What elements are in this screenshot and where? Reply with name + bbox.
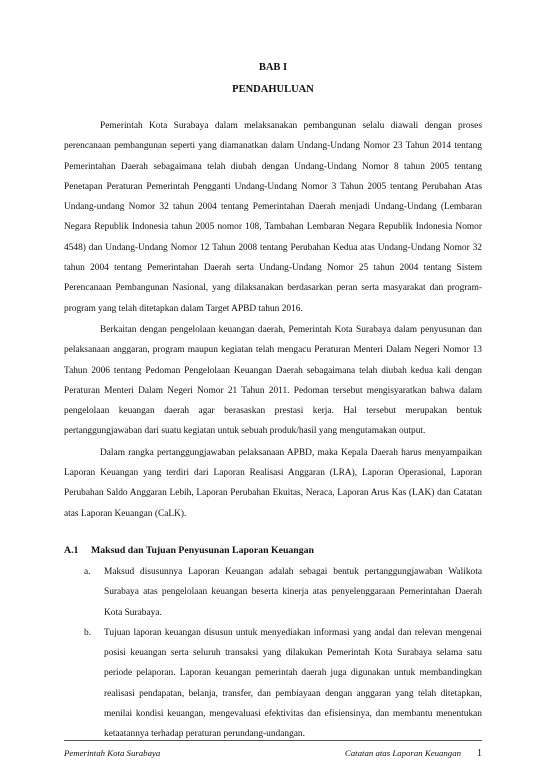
list-item [64,623,482,745]
footer-right [345,748,482,759]
section-title: Maksud dan Tujuan Penyusunan Laporan Keuangan [91,544,314,556]
chapter-title: PENDAHULUAN [232,84,314,95]
list-item-text: Maksud disusunnya Laporan Keuangan adalah sebagai bentuk pertanggungjawaban Walikota Surabaya atas pengelolaan keuangan beserta kinerja atas penyelenggaraan Pemerintahan Daerah Kota Surabaya. [104,566,482,618]
chapter-label: BAB I [258,62,288,73]
paragraph-2: Berkaitan dengan pengelolaan keuangan daerah, Pemerintah Kota Surabaya dalam penyusunan dan pelaksanaan anggaran, program maupun kegiatan telah mengacu Peraturan Menteri Dalam Negeri Nomor 13 Tahun 2006 tentang Pedoman Pengelolaan Keuangan Daerah sebagaimana telah diubah kedua kali dengan Peraturan Menteri Dalam Negeri Nomor 21 Tahun 2011. Pedoman tersebut mengisyaratkan bahwa dalam pengelolaan keuangan daerah agar berasaskan prestasi kerja. Hal tersebut merupakan bentuk pertanggungjawaban dari suatu kegiatan untuk sebuah produk/hasil yang mengutamakan output. [64,324,482,437]
section-list [64,562,482,745]
section-heading [64,544,482,558]
list-item [64,562,482,623]
paragraph-3: Dalam rangka pertanggungjawaban pelaksanaan APBD, maka Kepala Daerah harus menyampaikan Laporan Keuangan yang terdiri dari Laporan Realisasi Anggaran (LRA), Laporan Operasional, Laporan Perubahan Saldo Anggaran Lebih, Laporan Perubahan Ekuitas, Neraca, Laporan Arus Kas (LAK) dan Catatan atas Laporan Keuangan (CaLK). [64,447,482,519]
footer-divider [64,740,482,741]
list-item-text: Tujuan laporan keuangan disusun untuk menyediakan informasi yang andal dan relevan mengenai posisi keuangan serta seluruh transaksi yang dilakukan Pemerintah Kota Surabaya selama satu periode pelaporan. Laporan keuangan pemerintah daerah juga digunakan untuk membandingkan realisasi pendapatan, belanja, transfer, dan pembiayaan dengan anggaran yang telah ditetapkan, menilai kondisi keuangan, mengevaluasi efektivitas dan efisiensinya, dan membantu menentukan ketaatannya terhadap peraturan perundang-undangan. [104,627,482,740]
page-number: 1 [477,748,482,759]
list-marker: a. [84,566,91,577]
page-content [64,61,482,745]
list-marker: b. [84,627,92,638]
page-footer [64,748,482,759]
footer-right-text: Catatan atas Laporan Keuangan [344,748,461,758]
paragraph-1: Pemerintah Kota Surabaya dalam melaksanakan pembangunan selalu diawali dengan proses perencanaan pembangunan seperti yang diamanatkan dalam Undang-Undang Nomor 23 Tahun 2014 tentang Pemerintahan Daerah sebagaimana telah diubah dengan Undang-Undang Nomor 8 tahun 2005 tentang Penetapan Peraturan Pemerintah Pengganti Undang-Undang Nomor 3 Tahun 2005 tentang Perubahan Atas Undang-undang Nomor 32 tahun 2004 tentang Pemerintahan Daerah menjadi Undang-Undang (Lembaran Negara Republik Indonesia tahun 2005 nomor 108, Tambahan Lembaran Negara Republik Indonesia Nomor 4548) dan Undang-Undang Nomor 12 Tahun 2008 tentang Perubahan Kedua atas Undang-Undang Nomor 32 tahun 2004 tentang Pemerintahan Daerah serta Undang-Undang Nomor 25 tahun 2004 tentang Sistem Perencanaan Pembangunan Nasional, yang dilaksanakan berdasarkan peran serta masyarakat dan program-program yang telah ditetapkan dalam Target APBD tahun 2016. [64,121,482,314]
footer-left-text: Pemerintah Kota Surabaya [64,748,161,758]
section-number: A.1 [64,544,79,556]
